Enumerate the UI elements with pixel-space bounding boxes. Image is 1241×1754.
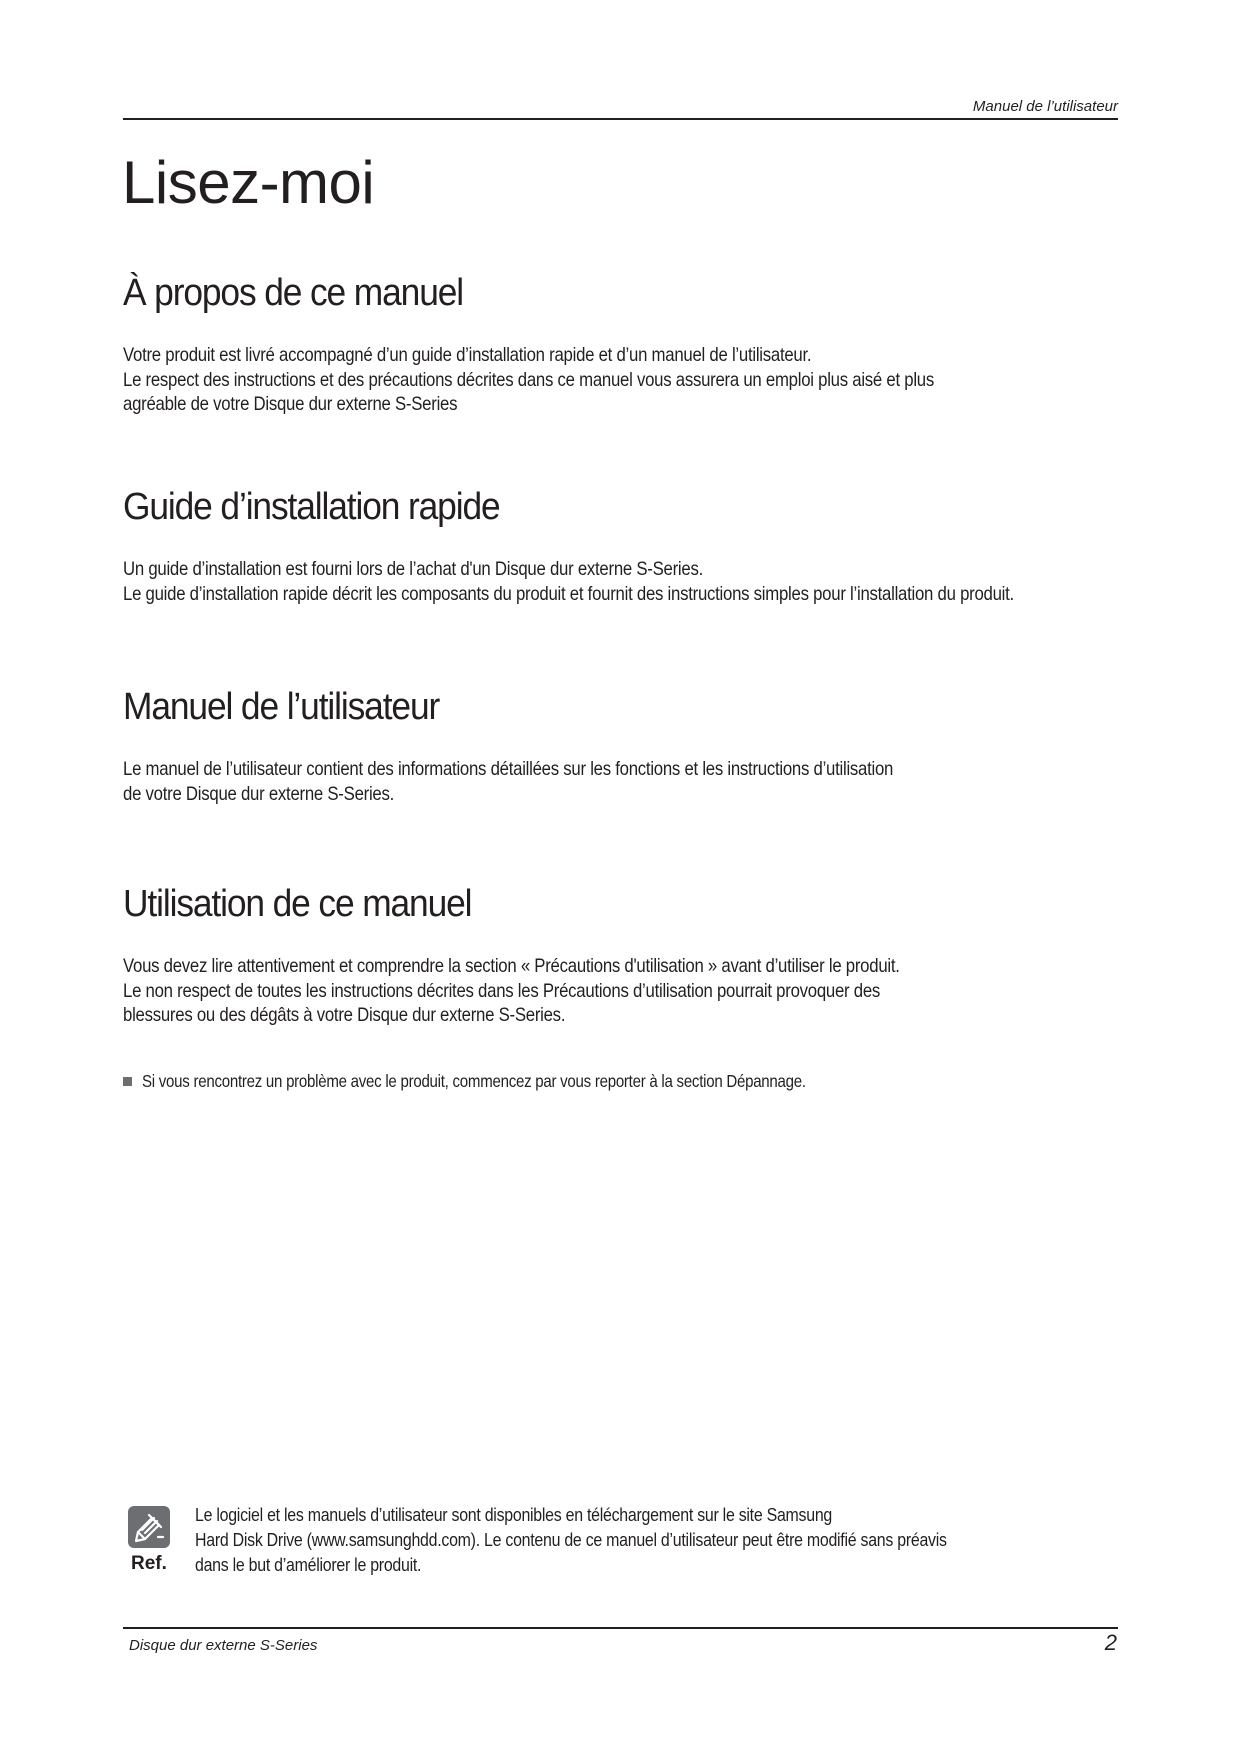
ref-label: Ref. (131, 1553, 167, 1574)
bullet-text: Si vous rencontrez un problème avec le produit, commencez par vous reporter à la section Dépannage. (142, 1071, 806, 1091)
section-using-manual (123, 883, 1123, 1028)
section-heading-quick-install: Guide d’installation rapide (123, 486, 500, 528)
page-number: 2 (1104, 1630, 1117, 1655)
section-using-manual-paragraph (123, 954, 1123, 1028)
footer-divider (123, 1627, 1118, 1629)
troubleshooting-bullet (123, 1071, 914, 1092)
running-header: Manuel de l’utilisateur (972, 98, 1118, 115)
section-about-manual (123, 272, 1123, 417)
note-line: dans le but d’améliorer le produit. (195, 1554, 422, 1575)
note-line: Hard Disk Drive (www.samsunghdd.com). Le contenu de ce manuel d’utilisateur peut être modifié sans préavis (195, 1529, 947, 1550)
section-heading-user-manual: Manuel de l’utilisateur (123, 686, 440, 728)
section-heading-about: À propos de ce manuel (123, 272, 464, 314)
bullet-square-icon (123, 1077, 132, 1086)
section-quick-install-paragraph (123, 557, 1123, 606)
paragraph-line: Vous devez lire attentivement et comprendre la section « Précautions d'utilisation » avant d’utiliser le produit. (123, 955, 900, 977)
section-heading-using-manual: Utilisation de ce manuel (123, 883, 472, 925)
note-line: Le logiciel et les manuels d’utilisateur sont disponibles en téléchargement sur le site Samsung (195, 1504, 833, 1525)
paragraph-line: Le non respect de toutes les instructions décrites dans les Précautions d’utilisation pourrait provoquer des (123, 979, 881, 1002)
footer-product-name: Disque dur externe S-Series (129, 1637, 318, 1654)
paragraph-line: Un guide d’installation est fourni lors de l’achat d'un Disque dur externe S-Series. (123, 558, 704, 580)
paragraph-line: Le guide d’installation rapide décrit les composants du produit et fournit des instructions simples pour l’installation du produit. (123, 582, 1014, 605)
page-title: Lisez-moi (122, 149, 375, 216)
paragraph-line: blessures ou des dégâts à votre Disque dur externe S-Series. (123, 1004, 566, 1026)
ref-note-text (195, 1502, 1069, 1577)
pencil-note-icon (128, 1506, 170, 1548)
paragraph-line: agréable de votre Disque dur externe S-Series (123, 393, 458, 415)
header-divider (123, 118, 1118, 120)
paragraph-line: Votre produit est livré accompagné d’un guide d’installation rapide et d’un manuel de l’utilisateur. (123, 344, 812, 366)
section-user-manual-paragraph (123, 757, 1123, 806)
paragraph-line: Le respect des instructions et des précautions décrites dans ce manuel vous assurera un emploi plus aisé et plus (123, 368, 935, 391)
section-user-manual (123, 686, 1123, 806)
paragraph-line: de votre Disque dur externe S-Series. (123, 782, 395, 805)
ref-note-marker (128, 1506, 174, 1576)
section-quick-install-guide (123, 486, 1123, 606)
section-about-paragraph (123, 343, 1123, 417)
paragraph-line: Le manuel de l’utilisateur contient des informations détaillées sur les fonctions et les instructions d’utilisation (123, 758, 894, 780)
